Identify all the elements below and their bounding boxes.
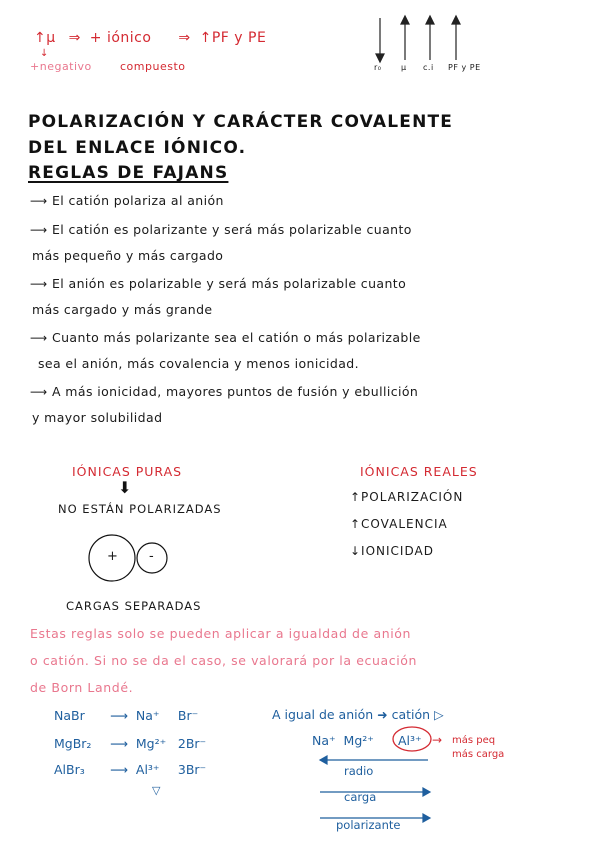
salt-formula: MgBr₂ <box>54 736 92 751</box>
trend-label: c.i <box>423 63 434 72</box>
arrow-head <box>376 54 384 62</box>
page-title-line2: DEL ENLACE IÓNICO. <box>28 138 247 158</box>
note-mas-peq: más peq <box>452 735 496 746</box>
pf-pe-text: ↑PF y PE <box>199 30 267 46</box>
separated-ions-diagram <box>86 532 176 584</box>
dipole-symbol: ↑μ <box>34 30 56 46</box>
note-compuesto: compuesto <box>120 60 186 73</box>
down-arrow-icon: ⬇ <box>118 478 132 497</box>
born-lande-note: Estas reglas solo se pueden aplicar a igualdad de anión <box>30 626 412 641</box>
triangle-down-icon: ▽ <box>152 784 161 797</box>
section-heading: REGLAS DE FAJANS <box>28 163 229 183</box>
comparison-header: A igual de anión ➜ catión ▷ <box>272 707 444 722</box>
ionicas-reales-heading: IÓNICAS REALES <box>360 464 478 479</box>
note-negativo: +negativo <box>30 60 92 73</box>
right-arrow-icon: ⟶ <box>30 277 48 291</box>
trend-label: μ <box>401 63 407 72</box>
rule-item-cont: más pequeño y más cargado <box>32 248 224 263</box>
cation: Mg²⁺ <box>135 736 167 751</box>
arrow-head <box>401 16 409 24</box>
salt-row <box>54 762 206 777</box>
salt-formula: AlBr₃ <box>54 762 85 777</box>
trend-arrows <box>370 12 480 64</box>
implies-arrow: ⇒ <box>178 30 191 46</box>
cation: Na⁺ <box>135 708 160 723</box>
rule-item-cont: más cargado y más grande <box>32 302 213 317</box>
aluminium-ion: Al³⁺ <box>398 733 422 748</box>
reales-item: ↑POLARIZACIÓN <box>350 490 464 504</box>
rule-item-cont: sea el anión, más covalencia y menos ionicidad. <box>38 356 359 371</box>
rule-item: ⟶ El catión polariza al anión <box>30 193 224 208</box>
reales-item: ↓IONICIDAD <box>350 544 434 558</box>
trend-label-radio: radio <box>344 764 374 778</box>
anion: 2Br⁻ <box>177 736 207 751</box>
ionic-text: + iónico <box>89 30 152 46</box>
salt-row <box>54 736 206 751</box>
born-lande-note: o catión. Si no se da el caso, se valorará por la ecuación <box>30 653 418 668</box>
right-arrow-icon: ⟶ <box>109 708 128 723</box>
reales-item: ↑COVALENCIA <box>350 517 448 531</box>
page-title: POLARIZACIÓN Y CARÁCTER COVALENTE <box>28 112 454 132</box>
arrow-head <box>426 16 434 24</box>
right-arrow-icon: → <box>432 733 443 747</box>
cation-series: Na⁺ Mg²⁺ <box>312 733 374 748</box>
right-arrow-icon: ⟶ <box>30 331 48 345</box>
plus-sign: + <box>107 549 119 564</box>
rule-item: ⟶ El catión es polarizante y será más polarizable cuanto <box>30 222 412 237</box>
no-polarizadas-text: NO ESTÁN POLARIZADAS <box>58 502 222 516</box>
salt-formula: NaBr <box>54 708 85 723</box>
rule-item: ⟶ A más ionicidad, mayores puntos de fusión y ebullición <box>30 384 419 399</box>
right-arrow-icon: ⟶ <box>109 762 128 777</box>
trend-label: r₀ <box>374 63 382 72</box>
right-arrow-icon: ⟶ <box>30 385 48 399</box>
rule-item: ⟶ El anión es polarizable y será más polarizable cuanto <box>30 276 407 291</box>
implies-arrow: ⇒ <box>68 30 81 46</box>
anion: 3Br⁻ <box>177 762 207 777</box>
trend-label-polarizante: polarizante <box>336 818 401 832</box>
trend-label: PF y PE <box>448 63 481 72</box>
right-arrow-icon: ⟶ <box>30 194 48 208</box>
trend-label-carga: carga <box>344 790 377 804</box>
right-arrow-icon: ⟶ <box>30 223 48 237</box>
down-arrow-icon: ↓ <box>40 48 49 59</box>
arrow-head <box>452 16 460 24</box>
cargas-separadas-caption: CARGAS SEPARADAS <box>66 599 202 613</box>
note-mas-carga: más carga <box>452 749 505 760</box>
top-formula <box>34 30 266 46</box>
salt-row <box>54 708 198 723</box>
minus-sign: - <box>149 549 155 564</box>
anion: Br⁻ <box>177 708 199 723</box>
born-lande-note: de Born Landé. <box>30 680 134 695</box>
rule-item-cont: y mayor solubilidad <box>32 410 163 425</box>
cation: Al³⁺ <box>135 762 160 777</box>
rule-item: ⟶ Cuanto más polarizante sea el catión o más polarizable <box>30 330 421 345</box>
ionicas-puras-heading: IÓNICAS PURAS <box>72 464 183 479</box>
right-arrow-icon: ⟶ <box>109 736 128 751</box>
